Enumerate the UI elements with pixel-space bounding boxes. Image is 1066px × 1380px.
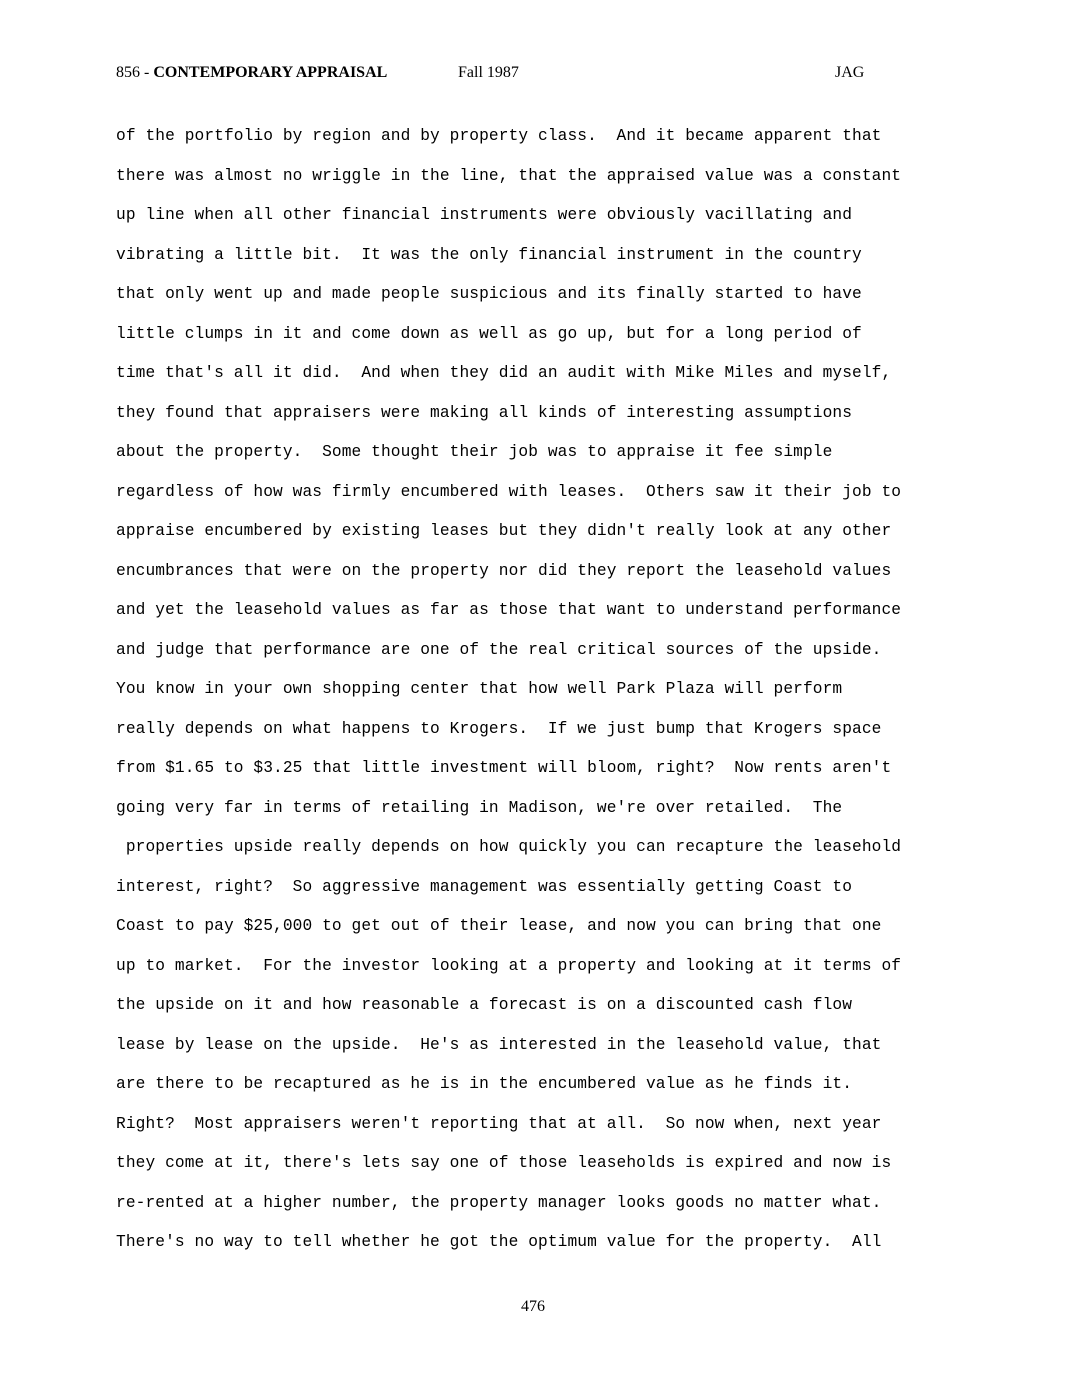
course-number: 856 - <box>116 64 154 81</box>
text-line: from $1.65 to $3.25 that little investment will bloom, right? Now rents aren't <box>116 759 892 777</box>
text-line: they come at it, there's lets say one of those leaseholds is expired and now is <box>116 1154 892 1172</box>
text-line: of the portfolio by region and by property class. And it became apparent that <box>116 127 882 145</box>
transcript-body <box>116 123 976 1269</box>
text-line: regardless of how was firmly encumbered with leases. Others saw it their job to <box>116 482 902 501</box>
page-number: 476 <box>521 1298 545 1315</box>
text-line: vibrating a little bit. It was the only financial instrument in the country <box>116 245 862 264</box>
text-line: there was almost no wriggle in the line, that the appraised value was a constant <box>116 166 902 185</box>
text-line: and judge that performance are one of the real critical sources of the upside. <box>116 640 882 659</box>
text-line: really depends on what happens to Krogers. If we just bump that Krogers space <box>116 719 882 738</box>
text-line: You know in your own shopping center that how well Park Plaza will perform <box>116 680 843 698</box>
text-line: that only went up and made people suspicious and its finally started to have <box>116 285 862 303</box>
text-line: they found that appraisers were making all kinds of interesting assumptions <box>116 403 853 422</box>
text-line: Coast to pay $25,000 to get out of their lease, and now you can bring that one <box>116 917 882 935</box>
text-line: up to market. For the investor looking at a property and looking at it terms of <box>116 956 902 975</box>
term: Fall 1987 <box>458 64 519 81</box>
text-line: encumbrances that were on the property nor did they report the leasehold values <box>116 561 892 580</box>
text-line: time that's all it did. And when they did an audit with Mike Miles and myself, <box>116 364 892 382</box>
text-line: properties upside really depends on how quickly you can recapture the leasehold <box>116 838 902 856</box>
course-heading <box>116 62 387 84</box>
text-line: and yet the leasehold values as far as those that want to understand performance <box>116 601 902 619</box>
text-line: re-rented at a higher number, the property manager looks goods no matter what. <box>116 1193 882 1212</box>
course-title: CONTEMPORARY APPRAISAL <box>153 64 388 81</box>
text-line: going very far in terms of retailing in Madison, we're over retailed. The <box>116 798 843 817</box>
text-line: Right? Most appraisers weren't reporting that at all. So now when, next year <box>116 1114 882 1133</box>
text-line: the upside on it and how reasonable a forecast is on a discounted cash flow <box>116 996 853 1014</box>
text-line: appraise encumbered by existing leases but they didn't really look at any other <box>116 522 892 540</box>
text-line: are there to be recaptured as he is in the encumbered value as he finds it. <box>116 1075 853 1093</box>
text-line: interest, right? So aggressive management was essentially getting Coast to <box>116 877 853 896</box>
text-line: up line when all other financial instruments were obviously vacillating and <box>116 206 853 224</box>
text-line: about the property. Some thought their job was to appraise it fee simple <box>116 443 833 461</box>
author-initials: JAG <box>835 64 865 81</box>
text-line: There's no way to tell whether he got the optimum value for the property. All <box>116 1233 882 1251</box>
page-header <box>116 62 876 84</box>
text-line: little clumps in it and come down as well as go up, but for a long period of <box>116 324 862 343</box>
text-line: lease by lease on the upside. He's as interested in the leasehold value, that <box>116 1035 882 1054</box>
